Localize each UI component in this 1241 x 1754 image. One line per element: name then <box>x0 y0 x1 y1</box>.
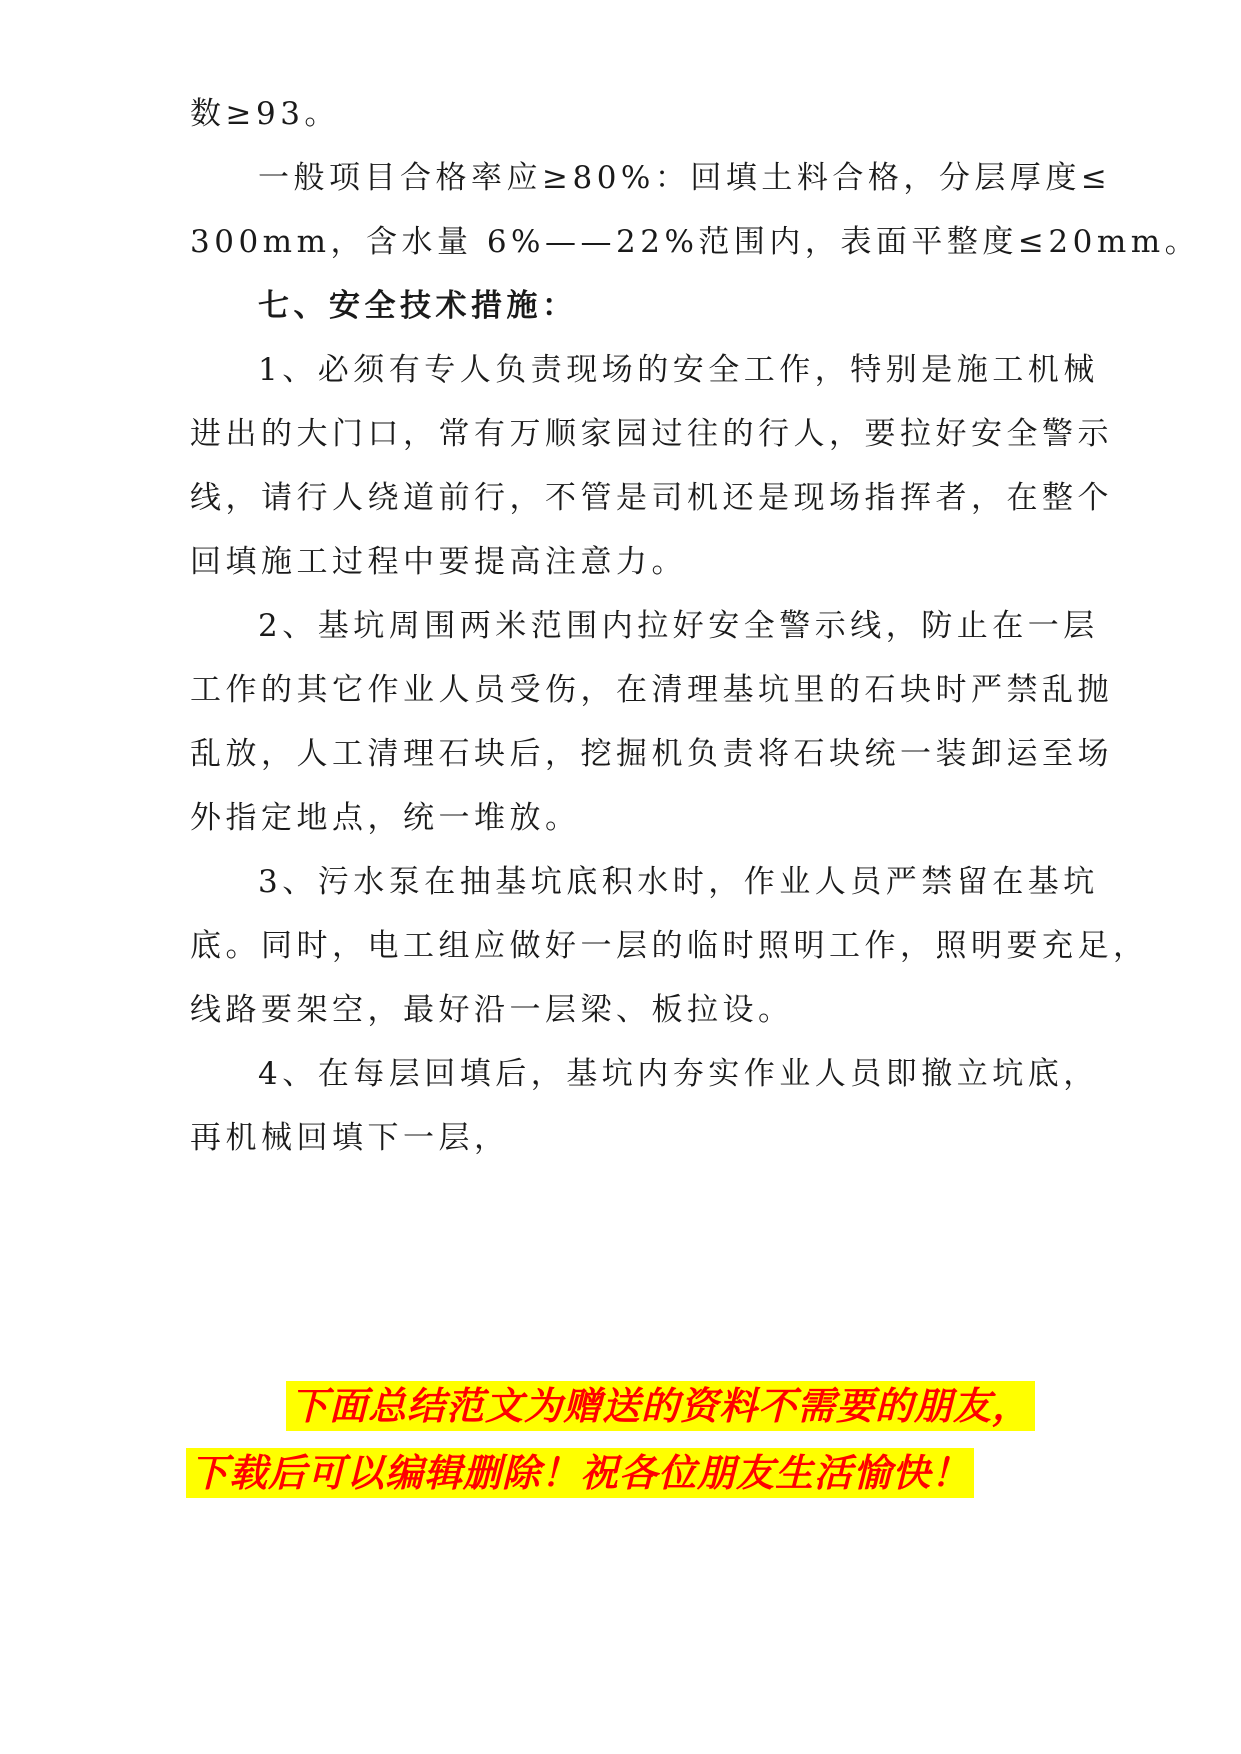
body-line: 一般项目合格率应≥80%：回填土料合格，分层厚度≤ <box>258 160 1112 196</box>
body-line: 1、必须有专人负责现场的安全工作，特别是施工机械 <box>258 352 1099 388</box>
body-line: 外指定地点，统一堆放。 <box>190 800 581 836</box>
body-line: 3、污水泵在抽基坑底积水时，作业人员严禁留在基坑 <box>258 864 1099 900</box>
body-line: 进出的大门口，常有万顺家园过往的行人，要拉好安全警示 <box>190 416 1113 452</box>
body-line: 回填施工过程中要提高注意力。 <box>190 544 687 580</box>
body-line: 2、基坑周围两米范围内拉好安全警示线，防止在一层 <box>258 608 1099 644</box>
body-line: 工作的其它作业人员受伤，在清理基坑里的石块时严禁乱抛 <box>190 672 1113 708</box>
body-line: 数≥93。 <box>190 96 340 132</box>
gift-note-line-1: 下面总结范文为赠送的资料不需要的朋友， <box>286 1381 1035 1431</box>
section-heading: 七、安全技术措施： <box>258 288 578 324</box>
body-line: 300mm，含水量 6%——22%范围内，表面平整度≤20mm。 <box>190 224 1201 260</box>
body-line: 4、在每层回填后，基坑内夯实作业人员即撤立坑底， <box>258 1056 1099 1092</box>
body-line: 再机械回填下一层， <box>190 1120 510 1156</box>
body-line: 底。同时，电工组应做好一层的临时照明工作，照明要充足， <box>190 928 1149 964</box>
body-line: 乱放，人工清理石块后，挖掘机负责将石块统一装卸运至场 <box>190 736 1113 772</box>
body-line: 线路要架空，最好沿一层梁、板拉设。 <box>190 992 794 1028</box>
gift-note-line-2: 下载后可以编辑删除！祝各位朋友生活愉快！ <box>186 1448 974 1498</box>
body-line: 线，请行人绕道前行，不管是司机还是现场指挥者，在整个 <box>190 480 1113 516</box>
